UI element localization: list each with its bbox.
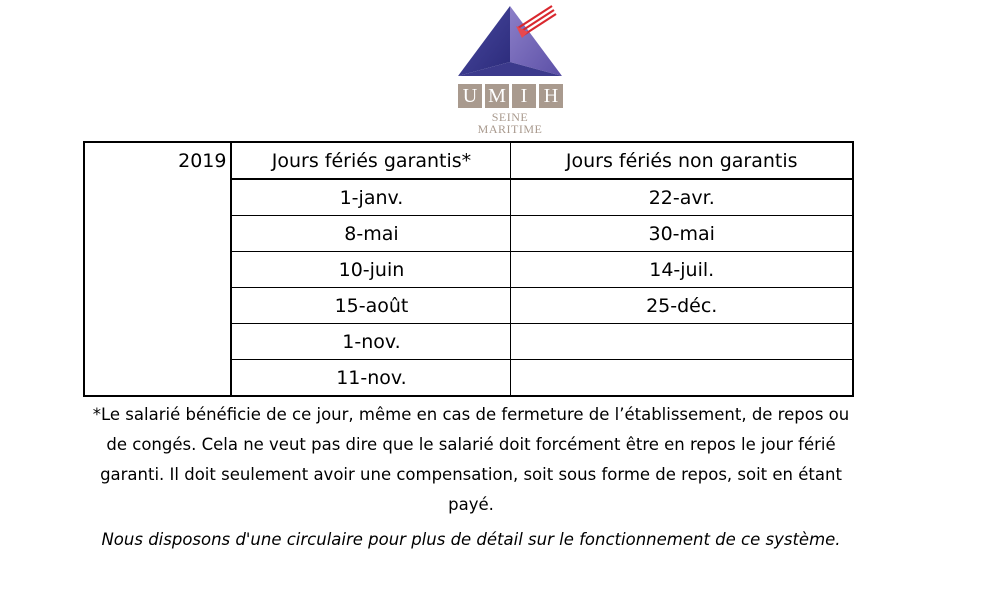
not-guaranteed-cell: 30-mai <box>511 216 853 252</box>
logo-maritime: MARITIME <box>477 122 543 136</box>
logo-umih-letters <box>448 84 572 108</box>
guaranteed-cell: 1-nov. <box>231 324 510 360</box>
guaranteed-cell: 15-août <box>231 288 510 324</box>
guaranteed-cell: 1-janv. <box>231 179 510 216</box>
logo-letter: H <box>539 84 563 108</box>
footnote: *Le salarié bénéficie de ce jour, même en cas de fermeture de l’établissement, de repos ou de congés. Cela ne veut pas dire que le salarié doit forcément être en repos le jour férié garanti. Il doit seulement avoir une compensation, soit sous forme de repos, soit en étant payé. <box>92 405 850 514</box>
not-guaranteed-cell <box>511 324 853 360</box>
guaranteed-cell: 11-nov. <box>231 360 510 397</box>
year-cell: 2019 <box>84 142 231 396</box>
not-guaranteed-cell: 22-avr. <box>511 179 853 216</box>
guaranteed-cell: 8-mai <box>231 216 510 252</box>
header-not-guaranteed: Jours fériés non garantis <box>511 142 853 179</box>
not-guaranteed-cell: 14-juil. <box>511 252 853 288</box>
logo-letter: U <box>458 84 482 108</box>
logo-letter: I <box>512 84 536 108</box>
umih-logo <box>448 2 572 136</box>
header-guaranteed: Jours fériés garantis* <box>231 142 510 179</box>
logo-letter: M <box>485 84 509 108</box>
pyramid-icon <box>448 2 572 82</box>
circular-note: Nous disposons d'une circulaire pour plus de détail sur le fonctionnement de ce système. <box>101 530 841 549</box>
not-guaranteed-cell: 25-déc. <box>511 288 853 324</box>
logo-seine: SEINE <box>491 110 529 124</box>
holidays-table <box>83 141 854 397</box>
not-guaranteed-cell <box>511 360 853 397</box>
guaranteed-cell: 10-juin <box>231 252 510 288</box>
table-header-row <box>84 142 853 179</box>
